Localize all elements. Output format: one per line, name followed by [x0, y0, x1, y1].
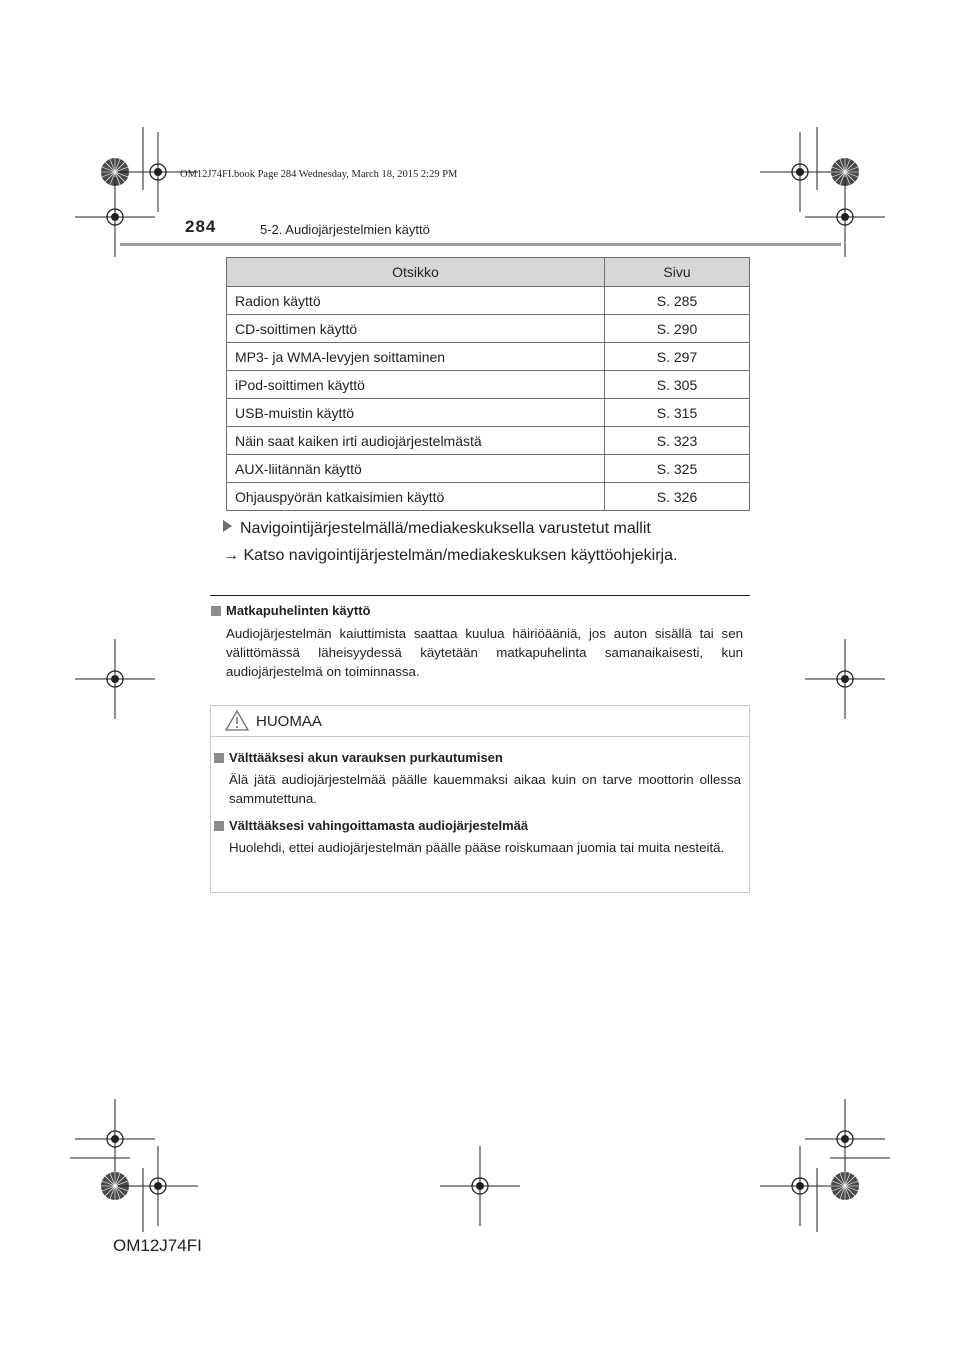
row-title: iPod-soittimen käyttö: [227, 371, 605, 399]
notice-title: HUOMAA: [256, 713, 322, 730]
variant-line: [223, 520, 651, 538]
notice-item-heading: Välttääksesi akun varauksen purkautumisen: [214, 750, 503, 765]
table-row: [227, 455, 750, 483]
header-rule: [120, 243, 841, 246]
gray-square-bullet-icon: [214, 821, 224, 831]
row-title: CD-soittimen käyttö: [227, 315, 605, 343]
row-title: MP3- ja WMA-levyjen soittaminen: [227, 343, 605, 371]
row-page: S. 323: [605, 427, 750, 455]
registration-mark-icon: [75, 639, 155, 719]
phone-section-heading: Matkapuhelinten käyttö: [211, 603, 370, 618]
notice-item-text: Älä jätä audiojärjestelmää päälle kauemmaksi aikaa kuin on tarve moottorin ollessa sammutettuna.: [229, 772, 741, 806]
footer-code: OM12J74FI: [113, 1236, 202, 1255]
row-page: S. 290: [605, 315, 750, 343]
row-page: S. 305: [605, 371, 750, 399]
registration-mark-icon: [805, 1099, 885, 1179]
notice-box: [210, 705, 750, 893]
table-row: [227, 399, 750, 427]
row-page: S. 325: [605, 455, 750, 483]
row-page: S. 297: [605, 343, 750, 371]
row-title: USB-muistin käyttö: [227, 399, 605, 427]
registration-mark-icon: [760, 132, 840, 212]
right-triangle-icon: [223, 520, 232, 532]
row-page: S. 285: [605, 287, 750, 315]
column-header-page: Sivu: [605, 258, 750, 287]
registration-mark-icon: [805, 639, 885, 719]
table-row: [227, 287, 750, 315]
row-title: AUX-liitännän käyttö: [227, 455, 605, 483]
starburst-mark-icon: [831, 1172, 859, 1200]
see-reference: → Katso navigointijärjestelmän/mediakeskuksen käyttöohjekirja.: [223, 547, 678, 564]
variant-label: Navigointijärjestelmällä/mediakeskuksella varustetut mallit: [240, 520, 651, 537]
section-title: 5-2. Audiojärjestelmien käyttö: [260, 222, 430, 237]
table-header-row: [227, 258, 750, 287]
gray-square-bullet-icon: [214, 753, 224, 763]
notice-header: [211, 706, 749, 737]
page-number: 284: [185, 217, 217, 236]
contents-table: [226, 257, 750, 511]
table-row: [227, 427, 750, 455]
registration-mark-icon: [75, 1099, 155, 1179]
notice-item-text: Huolehdi, ettei audiojärjestelmän päälle pääse roiskumaan juomia tai muita nesteitä.: [229, 840, 725, 855]
row-page: S. 326: [605, 483, 750, 511]
table-row: [227, 315, 750, 343]
book-info-line: OM12J74FI.book Page 284 Wednesday, March 18, 2015 2:29 PM: [180, 169, 458, 180]
notice-item-heading: Välttääksesi vahingoittamasta audiojärjestelmää: [214, 818, 528, 833]
column-header-title: Otsikko: [227, 258, 605, 287]
table-row: [227, 343, 750, 371]
row-title: Ohjauspyörän katkaisimien käyttö: [227, 483, 605, 511]
table-row: [227, 483, 750, 511]
gray-square-bullet-icon: [211, 606, 221, 616]
section-divider: [210, 595, 750, 596]
row-title: Radion käyttö: [227, 287, 605, 315]
row-title: Näin saat kaiken irti audiojärjestelmästä: [227, 427, 605, 455]
warning-triangle-icon: [225, 710, 249, 731]
registration-mark-icon: [440, 1146, 520, 1226]
table-row: [227, 371, 750, 399]
registration-mark-icon: [760, 1146, 840, 1226]
row-page: S. 315: [605, 399, 750, 427]
phone-section-text: Audiojärjestelmän kaiuttimista saattaa kuulua häiriöääniä, jos auton sisällä tai sen välittömässä läheisyydessä käytetään matkapuhelinta samanaikaisesti, kun audiojärjestelmä on toiminnassa.: [226, 626, 743, 679]
